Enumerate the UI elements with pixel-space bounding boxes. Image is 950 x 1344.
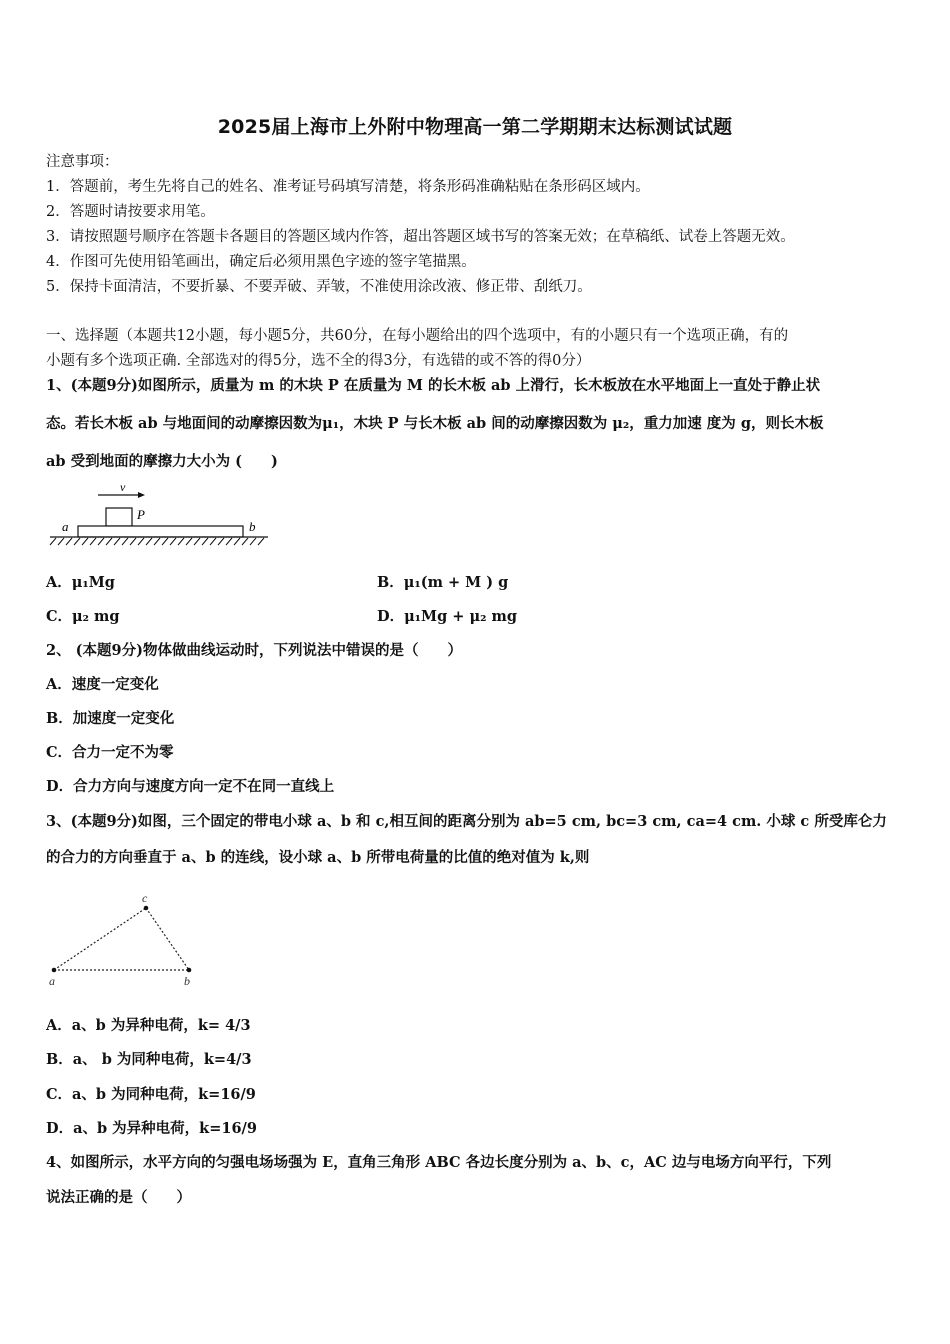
notice-item: 4．作图可先使用铅笔画出，确定后必须用黑色字迹的签字笔描黑。: [46, 254, 476, 270]
q2-stem: 2、 (本题9分)物体做曲线运动时，下列说法中错误的是（ ）: [46, 642, 462, 659]
q2-option-c[interactable]: C．合力一定不为零: [46, 744, 174, 761]
q1-stem: 1、(本题9分)如图所示，质量为 m 的木块 P 在质量为 M 的长木板 ab 上滑行，长木板放在水平地面上一直处于静止状: [46, 377, 821, 394]
q3-label-b: b: [184, 974, 190, 988]
q1-stem: 态。若长木板 ab 与地面间的动摩擦因数为μ₁，木块 P 与长木板 ab 间的动摩擦因数为 μ₂，重力加速 度为 g，则长木板: [46, 415, 824, 432]
q1-stem: ab 受到地面的摩擦力大小为 ( ): [46, 453, 278, 470]
q3-stem: 3、(本题9分)如图，三个固定的带电小球 a、b 和 c,相互间的距离分别为 ab=5 cm, bc=3 cm, ca=4 cm. 小球 c 所受库仑力: [46, 813, 887, 830]
q3-label-c: c: [142, 891, 148, 905]
q4-stem: 4、如图所示，水平方向的匀强电场场强为 E，直角三角形 ABC 各边长度分别为 a、b、c，AC 边与电场方向平行，下列: [46, 1154, 832, 1171]
q3-option-a[interactable]: A．a、b 为异种电荷，k= 4/3: [46, 1017, 251, 1034]
notice-heading: 注意事项：: [46, 154, 119, 170]
section-intro: 小题有多个选项正确. 全部选对的得5分，选不全的得3分，有选错的或不答的得0分）: [46, 353, 591, 369]
q3-label-a: a: [49, 974, 55, 988]
q3-figure-triangle: [44, 892, 204, 992]
notice-item: 5．保持卡面清洁，不要折暴、不要弄破、弄皱，不准使用涂改液、修正带、刮纸刀。: [46, 279, 592, 295]
q1-option-a[interactable]: A．μ₁Mg: [46, 574, 115, 591]
q4-stem: 说法正确的是（ ）: [46, 1189, 191, 1206]
q1-velocity-label: v: [120, 480, 126, 494]
notice-item: 2．答题时请按要求用笔。: [46, 204, 215, 220]
q3-stem: 的合力的方向垂直于 a、b 的连线，设小球 a、b 所带电荷量的比值的绝对值为 k,则: [46, 849, 590, 866]
q1-block-label: P: [137, 507, 145, 522]
q1-option-c[interactable]: C．μ₂ mg: [46, 608, 120, 625]
q1-figure-board-block: [46, 480, 276, 552]
q1-label-a: a: [62, 519, 69, 534]
q3-option-b[interactable]: B．a、 b 为同种电荷，k=4/3: [46, 1051, 252, 1068]
q2-option-b[interactable]: B．加速度一定变化: [46, 710, 175, 727]
q3-option-d[interactable]: D．a、b 为异种电荷，k=16/9: [46, 1120, 257, 1137]
page-title: 2025届上海市上外附中物理高一第二学期期末达标测试试题: [217, 116, 733, 138]
notice-item: 1．答题前，考生先将自己的姓名、准考证号码填写清楚，将条形码准确粘贴在条形码区域内。: [46, 179, 650, 195]
q2-option-d[interactable]: D．合力方向与速度方向一定不在同一直线上: [46, 778, 335, 795]
q1-option-d[interactable]: D．μ₁Mg + μ₂ mg: [377, 608, 517, 625]
notice-item: 3．请按照题号顺序在答题卡各题目的答题区域内作答，超出答题区域书写的答案无效；在草稿纸、试卷上答题无效。: [46, 229, 795, 245]
q1-label-b: b: [249, 519, 256, 534]
section-intro: 一、选择题（本题共12小题，每小题5分，共60分，在每小题给出的四个选项中，有的小题只有一个选项正确，有的: [46, 328, 789, 344]
q2-option-a[interactable]: A．速度一定变化: [46, 676, 159, 693]
q3-option-c[interactable]: C．a、b 为同种电荷，k=16/9: [46, 1086, 256, 1103]
q1-option-b[interactable]: B．μ₁(m + M ) g: [377, 574, 509, 591]
